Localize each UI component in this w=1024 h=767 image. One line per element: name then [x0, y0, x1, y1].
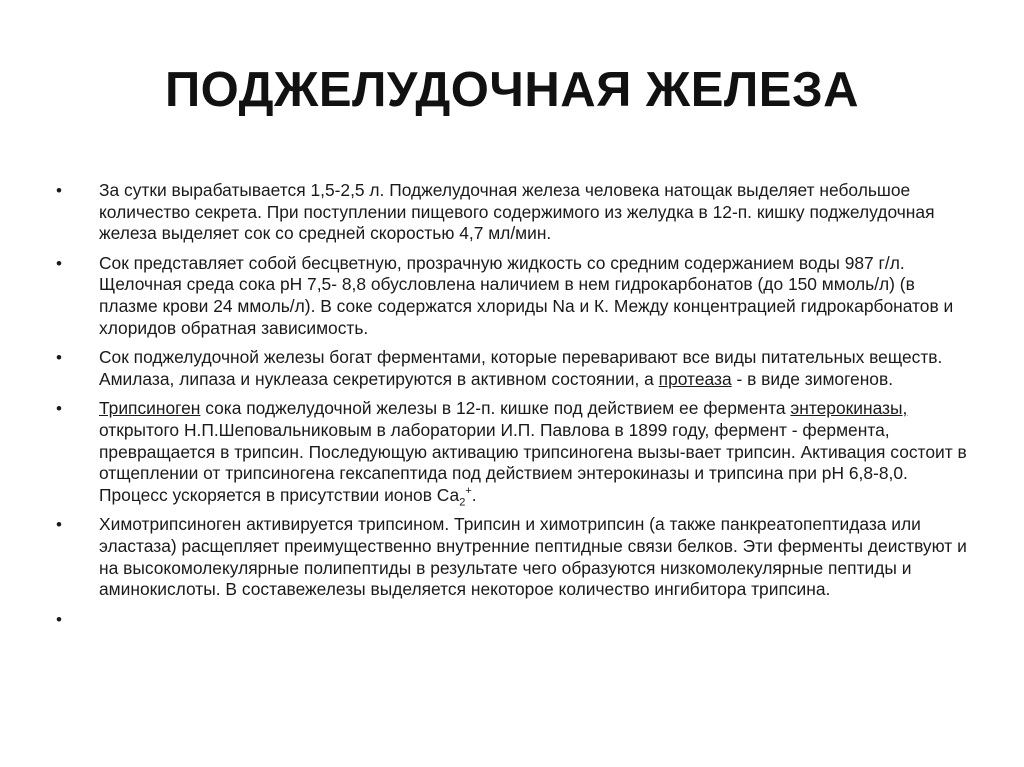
slide-title: ПОДЖЕЛУДОЧНАЯ ЖЕЛЕЗА: [164, 63, 860, 117]
bullet-text: открытого Н.П.Шеповальниковым в лаборатории И.П. Павлова в 1899 году, фермент - фермента, превращается в трипсин. Последующую активацию трипсиногена вызы-вает трипсин. Активация состоит в отщеплении от трипсиногена гексапептида под действием энтерокиназы и трипсина при рН 6,8-8,0. Процесс ускоряется в присутствии ионов Са: [99, 419, 967, 505]
bullet-item: [56, 398, 976, 509]
bullet-list: [56, 180, 976, 629]
bullet-text: Сок представляет собой бесцветную, прозрачную жидкость со средним содержанием воды 987 г/л. Щелочная среда сока рН 7,5- 8,8 обусловлена наличием в нем гидрокарбонатов (до 150 ммоль/л) (в плазме крови 24 ммоль/л). В соке содержатся хлориды Na и К. Между концентрацией гидрокарбонатов и хлоридов обратная зависимость.: [99, 252, 954, 338]
bullet-dot: •: [56, 515, 62, 535]
bullet-item: [56, 253, 976, 339]
bullet-dot: •: [56, 609, 62, 629]
subscript: 2: [459, 496, 466, 509]
bullet-text: За сутки вырабатывается 1,5-2,5 л. Поджелудочная железа человека натощак выделяет небольшое количество секрета. При поступлении пищевого содержимого из желудка в 12-п. кишку поджелудочная железа выделяет сок со средней скоростью 4,7 мл/мин.: [99, 180, 935, 244]
bullet-text: - в виде зимогенов.: [731, 368, 894, 389]
bullet-dot: •: [56, 181, 62, 200]
trypsinogen-link[interactable]: Трипсиноген: [99, 398, 201, 419]
bullet-item: [56, 347, 976, 390]
bullet-text: Химотрипсиноген активируется трипсином. Трипсин и химотрипсин (а также панкреатопептидаза или эластаза) расщепляет преимущественно внутренние пептидные связи белков. Эти ферменты деиствуют и на высокомолекулярные полипептиды в результате чего образуются низкомолекулярные пептиды и аминокислоты. В составежелезы выделяется некоторое количество ингибитора трипсина.: [99, 514, 967, 600]
bullet-item: [56, 180, 976, 245]
superscript: +: [465, 484, 472, 497]
protease-link[interactable]: протеаза: [658, 368, 732, 389]
bullet-text: .: [471, 484, 477, 505]
bullet-text: Сок поджелудочной железы богат ферментами, которые переваривают все виды питательных веществ. Амилаза, липаза и нуклеаза секретируются в активном состоянии, а: [99, 347, 943, 389]
bullet-dot: •: [56, 348, 62, 368]
bullet-dot: •: [56, 253, 62, 273]
bullet-text: сока поджелудочной железы в 12-п. кишке под действием ее фермента: [200, 398, 791, 419]
bullet-dot: •: [56, 399, 62, 419]
enterokinase-link[interactable]: энтерокиназы,: [790, 398, 908, 419]
bullet-item: [56, 514, 976, 600]
